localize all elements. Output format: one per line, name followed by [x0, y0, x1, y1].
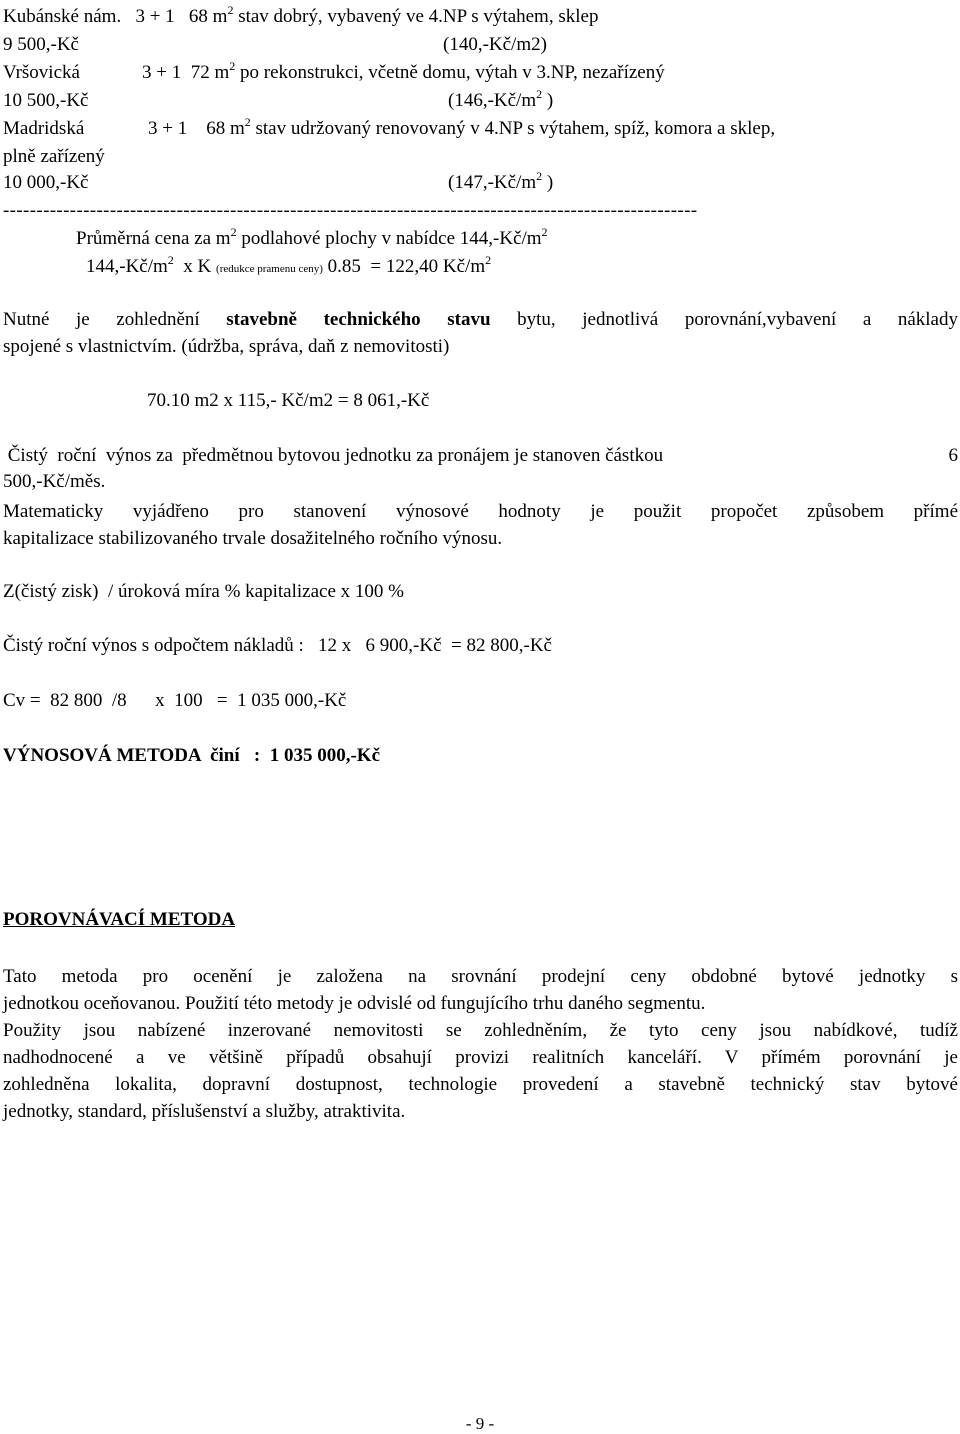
listing-1-price-per-m2: (140,-Kč/m2)	[443, 34, 547, 55]
paren: )	[546, 90, 554, 111]
yield-line-1	[3, 445, 958, 467]
superscript: 2	[536, 86, 543, 101]
listing-3-area: 68 m	[206, 118, 245, 139]
page-number: - 9 -	[465, 1414, 495, 1433]
net-yield-line: Čistý roční výnos s odpočtem nákladů : 12 x 6 900,-Kč = 82 800,-Kč	[3, 635, 552, 656]
yield-line-3: Matematicky vyjádřeno pro stanovení výnosové hodnoty je použit propočet způsobem přímé	[3, 501, 958, 522]
separator-line: --------------------------------------------------------------------------------------------------------	[3, 200, 698, 221]
listing-2-street: Vršovická	[3, 62, 80, 83]
listing-3-price-line	[3, 168, 554, 194]
superscript: 2	[230, 224, 237, 239]
superscript: 2	[536, 168, 543, 183]
listing-2-price: 10 500,-Kč	[3, 90, 89, 111]
listing-1-area: 68 m	[188, 6, 228, 27]
listing-2-rooms: 3 + 1	[142, 62, 182, 83]
calc-c: 0.85 = 122,40 Kč/m	[327, 256, 486, 277]
comparative-line-4: nadhodnocené a ve většině případů obsahují provizi realitních kanceláří. V přímém porovnání je	[3, 1047, 958, 1068]
listing-2-price-per-m2: (146,-Kč/m	[448, 90, 537, 111]
average-text: Průměrná cena za m	[76, 228, 231, 249]
reduction-calc-line	[86, 252, 492, 280]
superscript: 2	[244, 114, 251, 129]
calc-b: x K	[183, 256, 212, 277]
comparative-line-5: zohledněna lokalita, dopravní dostupnost, technologie provedení a stavebně technický stav bytové	[3, 1074, 958, 1095]
listing-2-description: po rekonstrukci, včetně domu, výtah v 3.NP, nezařízený	[240, 62, 665, 83]
paren: )	[546, 172, 554, 193]
calc-small: (redukce pramenu ceny)	[216, 263, 323, 275]
superscript: 2	[227, 2, 234, 17]
listing-1-description: stav dobrý, vybavený ve 4.NP s výtahem, sklep	[238, 6, 599, 27]
calc-a: 144,-Kč/m	[86, 256, 168, 277]
note-b: bytu, jednotlivá porovnání,vybavení a náklady	[517, 309, 958, 330]
yield-line-2: 500,-Kč/měs.	[3, 471, 106, 492]
listing-1-rooms: 3 + 1	[135, 6, 175, 27]
comparative-line-3: Použity jsou nabízené inzerované nemovitosti se zohledněním, že tyto ceny jsou nabídkové, tudíž	[3, 1020, 958, 1041]
yield-paragraph	[3, 498, 958, 552]
listing-1-price-line	[3, 34, 547, 56]
note-line-1	[3, 306, 958, 333]
listing-3-description: stav udržovaný renovovaný v 4.NP s výtahem, spíž, komora a sklep,	[255, 118, 776, 139]
capitalization-formula: Z(čistý zisk) / úroková míra % kapitalizace x 100 %	[3, 581, 404, 602]
comparative-line-1: Tato metoda pro ocenění je založena na srovnání prodejní ceny obdobné bytové jednotky s	[3, 966, 958, 987]
area-calculation: 70.10 m2 x 115,- Kč/m2 = 8 061,-Kč	[147, 390, 430, 411]
listing-1-line	[3, 2, 599, 28]
yield-line-4: kapitalizace stabilizovaného trvale dosažitelného ročního výnosu.	[3, 528, 503, 549]
comparative-line-6: jednotky, standard, příslušenství a služby, atraktivita.	[3, 1101, 406, 1122]
listing-3-line-2: plně zařízený	[3, 146, 105, 167]
listing-1-street: Kubánské nám.	[3, 6, 122, 27]
note-paragraph	[3, 306, 958, 360]
note-a: Nutné je zohlednění	[3, 309, 200, 330]
listing-3-price: 10 000,-Kč	[3, 172, 89, 193]
listing-1-price: 9 500,-Kč	[3, 34, 79, 55]
superscript: 2	[229, 58, 236, 73]
yield-l1: Čistý roční výnos za předmětnou bytovou jednotku za pronájem je stanoven částkou	[3, 445, 664, 466]
superscript: 2	[167, 252, 174, 267]
superscript: 2	[541, 224, 548, 239]
listing-3-rooms: 3 + 1	[148, 118, 188, 139]
listing-2-price-line	[3, 86, 554, 112]
yield-l1-end: 6	[948, 445, 958, 466]
listing-3-street: Madridská	[3, 118, 85, 139]
listing-2-line	[3, 58, 665, 84]
average-price-line	[76, 224, 548, 250]
comparative-line-2: jednotkou oceňovanou. Použití této metody je odvislé od fungujícího trhu daného segmentu.	[3, 993, 706, 1014]
listing-3-price-per-m2: (147,-Kč/m	[448, 172, 537, 193]
listing-3-line	[3, 114, 776, 140]
average-text-2: podlahové plochy v nabídce 144,-Kč/m	[241, 228, 542, 249]
listing-2-area: 72 m	[190, 62, 230, 83]
income-method-result: VÝNOSOVÁ METODA činí : 1 035 000,-Kč	[3, 745, 381, 766]
cv-line: Cv = 82 800 /8 x 100 = 1 035 000,-Kč	[3, 690, 347, 711]
comparative-method-heading: POROVNÁVACÍ METODA	[3, 909, 236, 930]
note-bold: stavebně technického stavu	[226, 309, 491, 330]
superscript: 2	[485, 252, 492, 267]
comparative-paragraph	[3, 963, 958, 1125]
note-line-2: spojené s vlastnictvím. (údržba, správa, daň z nemovitosti)	[3, 336, 450, 357]
